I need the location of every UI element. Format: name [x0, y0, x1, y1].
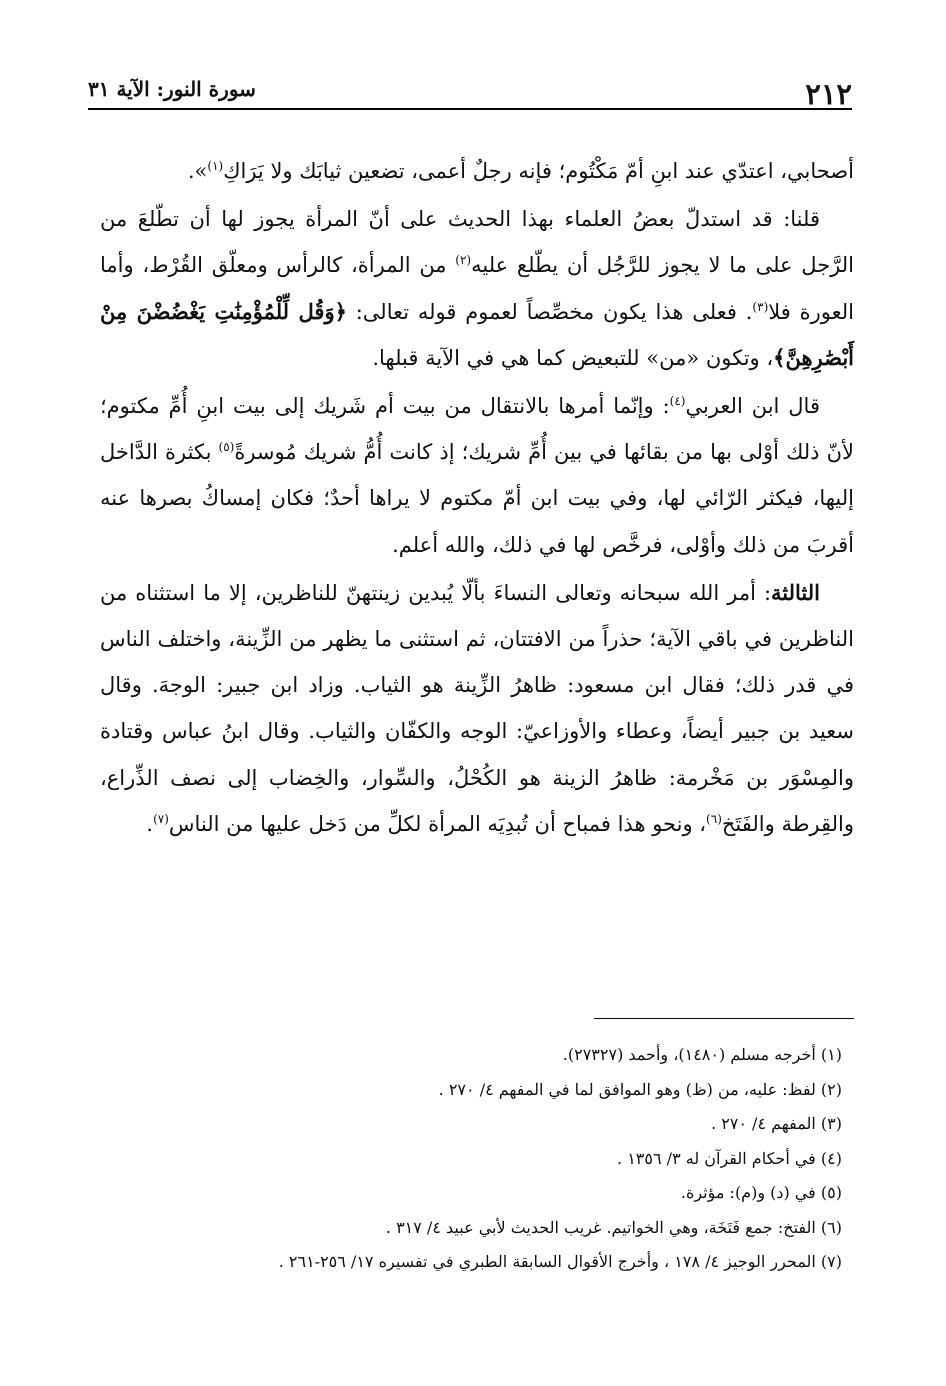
header-rule — [88, 108, 852, 110]
footnote-5: (٥) في (د) و(م): مؤثرة. — [680, 1183, 842, 1202]
footnote-4: (٤) في أحكام القرآن له ٣/ ١٣٥٦ . — [617, 1148, 842, 1168]
page-header — [88, 70, 852, 110]
footnotes — [100, 1038, 842, 1280]
paragraph-3-text-1: قال ابن العربي — [685, 394, 820, 419]
footnote-ref-4: (٤) — [669, 394, 686, 409]
footnote-1: (١) أخرجه مسلم (١٤٨٠)، وأحمد (٢٧٣٢٧). — [562, 1045, 842, 1064]
footnote-6: (٦) الفتخ: جمع فَتَخَة، وهي الخواتيم. غريب الحديث لأبي عبيد ٤/ ٣١٧ . — [385, 1217, 842, 1237]
footnote-ref-3: (٣) — [752, 299, 769, 314]
paragraph-1-end: ». — [187, 159, 208, 183]
paragraph-4 — [100, 570, 854, 847]
paragraph-4-text-3: . — [146, 811, 154, 836]
paragraph-2-text-2: من المرأة، كالرأس ومعلّق القُرْط، وأما العورة فلا — [100, 253, 854, 324]
footnote-2: (٢) لفظ: عليه، من (ظ) وهو الموافق لما في المفهم ٤/ ٢٧٠ . — [438, 1079, 842, 1099]
paragraph-3 — [100, 383, 854, 568]
paragraph-2-text-4: ، وتكون «من» للتبعيض كما هي في الآية قبلها. — [372, 345, 774, 370]
paragraph-4-text-2: ، ونحو هذا فمباح أن تُبدِيَه المرأة لكلِّ من دَخل عليها من الناس — [168, 811, 707, 836]
running-title: سورة النور: الآية ٣١ — [88, 77, 256, 101]
paragraph-2-text-3: . فعلى هذا يكون مخصِّصاً لعموم قوله تعالى: — [346, 299, 753, 324]
footnote-ref-5: (٥) — [218, 440, 235, 455]
section-lead: الثالثة — [771, 579, 820, 605]
paragraph-4-text-1: : أمر الله سبحانه وتعالى النساءَ بألّا يُبدين زينتهنّ للناظرين، إلا ما استثناه من الناظرين في باقي الآية؛ حذراً من الافتتان، ثم استثنى ما يظهر من الزِّينة، واختلف الناس في قدر ذلك؛ فقال ابن مسعود: ظاهرُ الزِّينة هو الثياب. وزاد ابن جبير: الوجهَ. وقال سعيد بن جبير أيضاً، وعطاء والأوزاعيّ: الوجه والكفّان والثياب. وقال ابنُ عباس وقتادة والمِسْوَر بن مَخْرمة: ظاهرُ الزينة هو الكُحْلُ، والسِّوار، والخِضاب إلى نصف الذِّراع، والقِرطة والفَتَخ — [100, 580, 854, 836]
footnote-7: (٧) المحرر الوجيز ٤/ ١٧٨ ، وأخرج الأقوال السابقة الطبري في تفسيره ١٧/ ٢٥٦-٢٦١ . — [278, 1252, 842, 1271]
footnote-ref-1: (١) — [207, 159, 224, 173]
footnote-3: (٣) المفهم ٤/ ٢٧٠ . — [711, 1114, 842, 1133]
footnote-ref-7: (٧) — [153, 811, 169, 826]
footnote-ref-2: (٢) — [455, 253, 472, 268]
paragraph-2 — [100, 196, 854, 381]
quran-quote: ﴿وَقُل لِّلْمُؤْمِنَٰتِ يَغْضُضْنَ مِنْ أَبْصَٰرِهِنَّ﴾ — [100, 298, 854, 370]
paragraph-3-text-3: بكثرة الدَّاخل إليها، فيكثر الرّائي لها، وفي بيت ابن أمّ مكتوم لا يراها أحدٌ؛ فكان إمساكُ بصرها عنه أقربَ من ذلك وأوْلى، فرخَّص لها في ذلك، والله أعلم. — [100, 440, 854, 557]
page-number: ٢١٢ — [805, 77, 852, 111]
footnote-rule — [594, 1018, 854, 1019]
footnote-ref-6: (٦) — [706, 811, 722, 826]
paragraph-3-text-2: : وإنّما أمرها بالانتقال من بيت أم شَريك إلى بيت ابنِ أُمِّ مكتوم؛ لأنّ ذلك أوْلى بها من بقائها في بين أُمِّ شريك؛ إذ كانت أُمُّ شريك مُوسرةً — [100, 394, 854, 465]
main-text — [100, 148, 854, 849]
paragraph-2-text-1: قلنا: قد استدلّ بعضُ العلماء بهذا الحديث على أنّ المرأة يجوز لها أن تطّلعَ من الرَّجل على ما لا يجوز للرَّجُل أن يطّلع عليه — [100, 207, 854, 278]
paragraph-1-text: أصحابي، اعتدّي عند ابنِ أمّ مَكْتُوم؛ فإنه رجلٌ أعمى، تضعين ثيابَك ولا يَرَاكِ — [223, 159, 854, 183]
paragraph-1 — [100, 148, 854, 194]
